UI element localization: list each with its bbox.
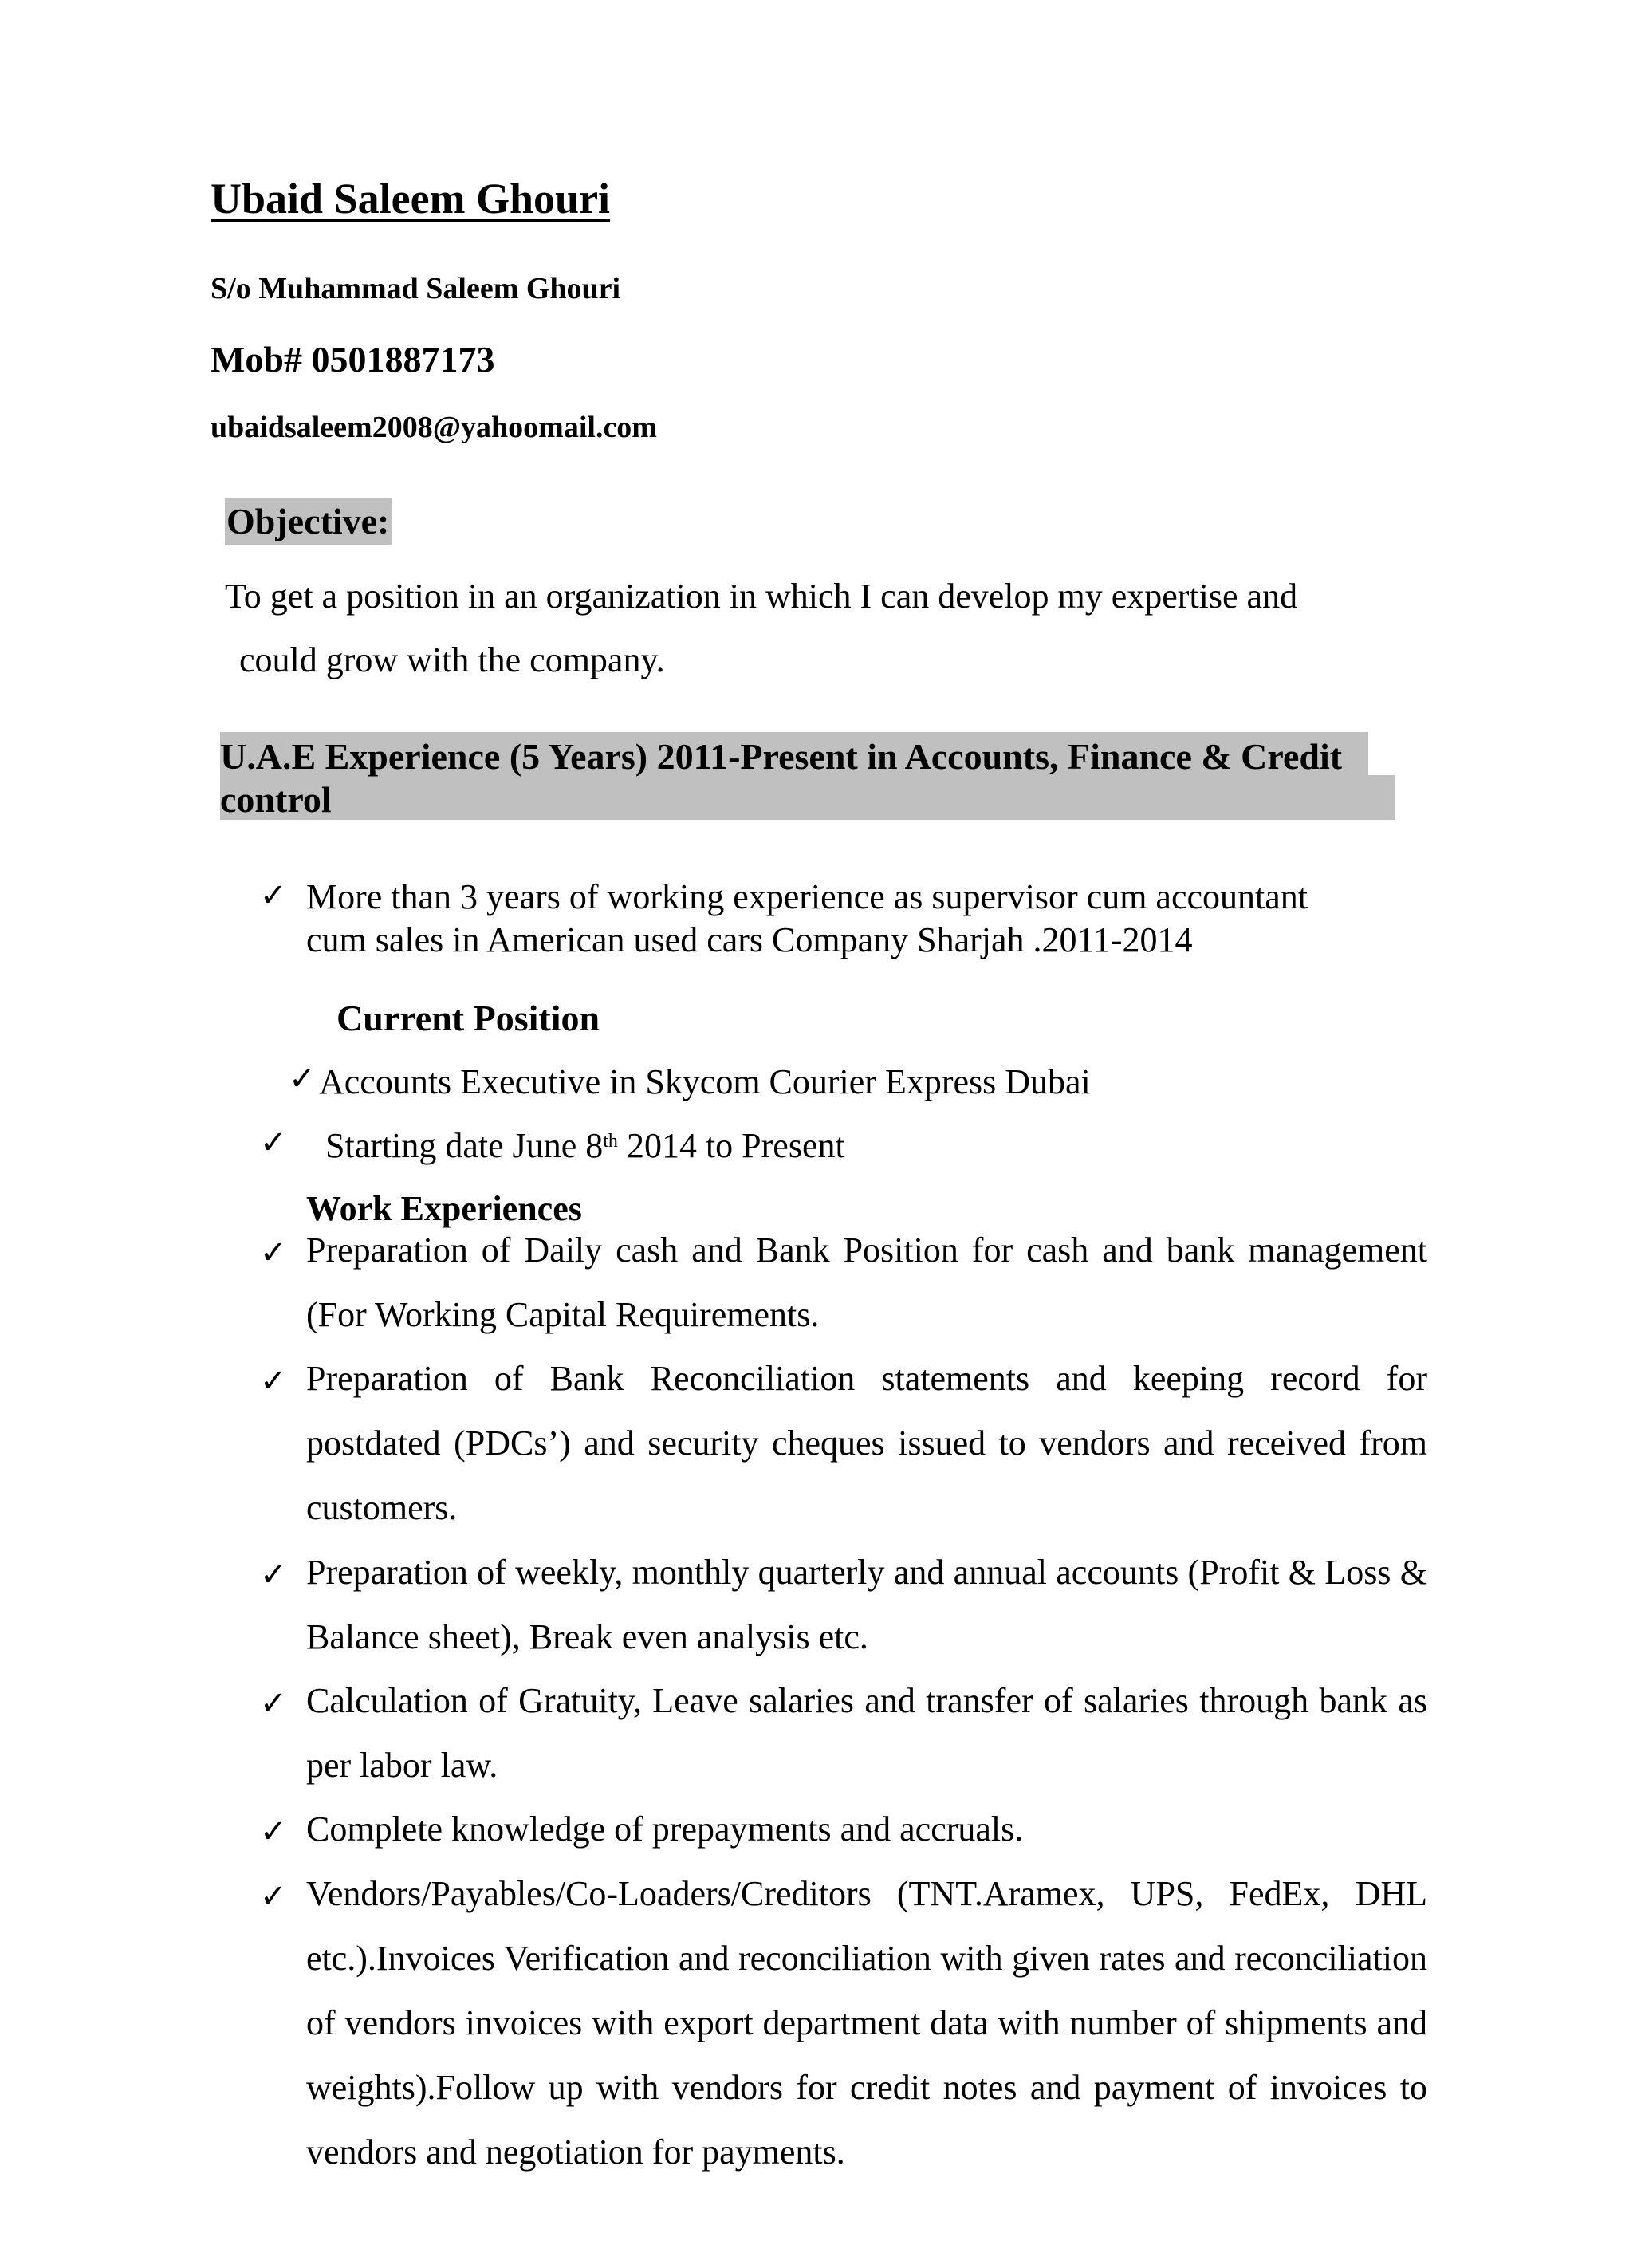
objective-line-1: To get a position in an organization in which I can develop my expertise and: [225, 577, 1298, 616]
work-item-1: Preparation of Daily cash and Bank Position for cash and bank management (For Working Capital Requirements.: [306, 1230, 1427, 1334]
check-mark-icon: ✓: [289, 1061, 316, 1097]
start-date-sup: th: [603, 1131, 618, 1152]
candidate-name: Ubaid Saleem Ghouri: [211, 175, 611, 222]
uae-heading-highlight-line2: [220, 775, 1395, 820]
check-mark-icon: ✓: [260, 1878, 287, 1915]
parent-name: S/o Muhammad Saleem Ghouri: [211, 272, 621, 305]
work-item-3: Preparation of weekly, monthly quarterly and annual accounts (Profit & Loss & Balance sheet), Break even analysis etc.: [306, 1553, 1427, 1656]
start-date-suffix: 2014 to Present: [617, 1126, 845, 1165]
work-item-2: Preparation of Bank Reconciliation statements and keeping record for postdated (PDCs’) and security cheques issued to vendors and received from customers.: [306, 1359, 1427, 1527]
work-item-5: Complete knowledge of prepayments and accruals.: [306, 1809, 1024, 1849]
current-role: Accounts Executive in Skycom Courier Express Dubai: [319, 1062, 1091, 1101]
start-date-prefix: Starting date June 8: [325, 1126, 604, 1165]
check-mark-icon: ✓: [260, 1813, 287, 1850]
start-date: [325, 1124, 845, 1167]
uae-item-line-2: cum sales in American used cars Company Sharjah .2011-2014: [306, 920, 1193, 959]
objective-heading: Objective:: [225, 498, 392, 545]
check-mark-icon: ✓: [260, 1363, 287, 1400]
check-mark-icon: ✓: [260, 1685, 287, 1722]
check-mark-icon: ✓: [260, 1124, 287, 1161]
check-mark-icon: ✓: [260, 1234, 287, 1271]
uae-heading-line-1: U.A.E Experience (5 Years) 2011-Present in Accounts, Finance & Credit: [220, 736, 1343, 777]
mobile-number: Mob# 0501887173: [211, 339, 495, 380]
email-address: ubaidsaleem2008@yahoomail.com: [211, 411, 657, 444]
check-mark-icon: ✓: [260, 877, 287, 914]
work-experiences-heading: Work Experiences: [306, 1189, 582, 1228]
objective-line-2: could grow with the company.: [239, 640, 665, 679]
uae-heading-line-2: control: [220, 779, 332, 820]
work-item-4: Calculation of Gratuity, Leave salaries and transfer of salaries through bank as per labor law.: [306, 1681, 1427, 1785]
work-item-6: Vendors/Payables/Co-Loaders/Creditors (TNT.Aramex, UPS, FedEx, DHL etc.).Invoices Verification and reconciliation with given rates and reconciliation of vendors invoices with export department data with number of shipments and weights).Follow up with vendors for credit notes and payment of invoices to vendors and negotiation for payments.: [306, 1874, 1427, 2172]
check-mark-icon: ✓: [260, 1557, 287, 1593]
uae-item-line-1: More than 3 years of working experience as supervisor cum accountant: [306, 877, 1308, 916]
current-position-heading: Current Position: [336, 998, 600, 1038]
objective-text: [225, 565, 1421, 692]
